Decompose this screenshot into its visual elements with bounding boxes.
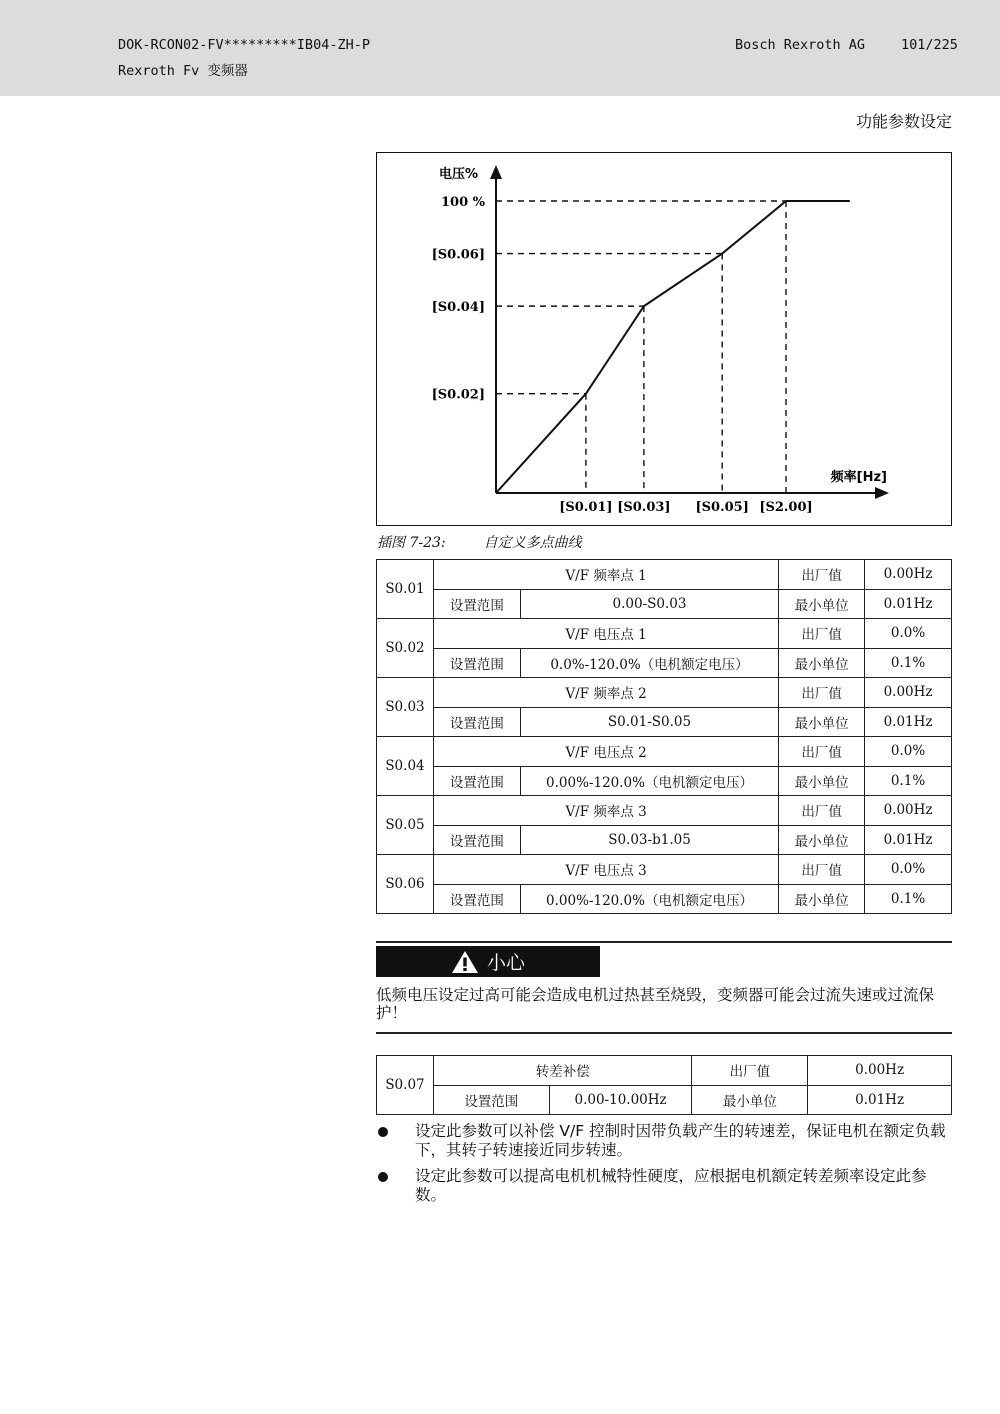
range-label: 设置范围 xyxy=(433,766,520,796)
table-row xyxy=(377,707,952,737)
warning-icon xyxy=(451,950,479,974)
range-value: S0.01-S0.05 xyxy=(520,707,779,737)
caution-bottom-rule xyxy=(376,1032,952,1034)
range-label: 设置范围 xyxy=(433,707,520,737)
table-row xyxy=(377,884,952,914)
table-row xyxy=(377,737,952,767)
param-name: V/F 电压点 3 xyxy=(433,855,778,885)
param-code: S0.07 xyxy=(377,1056,434,1115)
unit-value: 0.01Hz xyxy=(865,825,952,855)
page-header xyxy=(0,0,1000,96)
unit-value: 0.01Hz xyxy=(865,589,952,619)
unit-label: 最小单位 xyxy=(779,825,865,855)
table-row xyxy=(377,589,952,619)
table-row xyxy=(377,796,952,826)
default-label: 出厂值 xyxy=(692,1056,808,1086)
default-label: 出厂值 xyxy=(779,796,865,826)
table-row xyxy=(377,560,952,590)
param-name: V/F 电压点 1 xyxy=(433,619,778,649)
bullet-text: 设定此参数可以补偿 V/F 控制时因带负载产生的转速差，保证电机在额定负载下，其转子转速接近同步转速。 xyxy=(415,1122,946,1159)
y-tick-label: [S0.06] xyxy=(431,247,485,263)
vf-curve-figure xyxy=(376,152,952,526)
range-label: 设置范围 xyxy=(433,825,520,855)
y-axis-label: 电压% xyxy=(439,167,479,182)
default-value: 0.00Hz xyxy=(865,678,952,708)
table-row xyxy=(377,855,952,885)
bullet-dot xyxy=(378,1127,388,1137)
caption-text: 自定义多点曲线 xyxy=(483,535,582,551)
unit-label: 最小单位 xyxy=(779,707,865,737)
range-value: 0.00-S0.03 xyxy=(520,589,779,619)
table-row xyxy=(377,766,952,796)
range-label: 设置范围 xyxy=(433,648,520,678)
page-number: 101/225 xyxy=(901,37,958,53)
unit-label: 最小单位 xyxy=(779,648,865,678)
unit-label: 最小单位 xyxy=(779,884,865,914)
bullet-dot xyxy=(378,1172,388,1182)
company-name: Bosch Rexroth AG xyxy=(735,37,866,53)
default-value: 0.00Hz xyxy=(808,1056,952,1086)
default-label: 出厂值 xyxy=(779,855,865,885)
doc-subtitle: Rexroth Fv 变频器 xyxy=(118,63,248,79)
vf-curve-line xyxy=(496,201,850,493)
table-row xyxy=(377,619,952,649)
param-name: V/F 频率点 1 xyxy=(433,560,778,590)
x-tick-label: [S0.03] xyxy=(617,500,671,515)
range-value: S0.03-b1.05 xyxy=(520,825,779,855)
table-row xyxy=(377,648,952,678)
y-tick-label: [S0.02] xyxy=(431,387,485,403)
range-label: 设置范围 xyxy=(433,1085,549,1115)
default-value: 0.00Hz xyxy=(865,560,952,590)
param-name: V/F 频率点 3 xyxy=(433,796,778,826)
param-code: S0.06 xyxy=(377,855,434,914)
caution-label-text: 小心 xyxy=(486,952,525,974)
table-row xyxy=(377,825,952,855)
param-code: S0.02 xyxy=(377,619,434,678)
default-value: 0.00Hz xyxy=(865,796,952,826)
param-code: S0.03 xyxy=(377,678,434,737)
section-title: 功能参数设定 xyxy=(855,112,952,131)
x-axis-label: 频率[Hz] xyxy=(830,470,887,485)
param-name: V/F 频率点 2 xyxy=(433,678,778,708)
doc-code: DOK-RCON02-FV*********IB04-ZH-P xyxy=(118,37,370,53)
bullet-item xyxy=(376,1122,954,1159)
slip-compensation-table xyxy=(376,1055,952,1115)
range-label: 设置范围 xyxy=(433,884,520,914)
param-code: S0.05 xyxy=(377,796,434,855)
unit-label: 最小单位 xyxy=(779,766,865,796)
range-value: 0.00-10.00Hz xyxy=(549,1085,692,1115)
x-tick-label: [S2.00] xyxy=(759,500,813,515)
range-label: 设置范围 xyxy=(433,589,520,619)
range-value: 0.00%-120.0%（电机额定电压） xyxy=(520,884,779,914)
y-tick-label: [S0.04] xyxy=(431,300,485,316)
caption-number: 插图 7-23: xyxy=(377,535,446,551)
unit-value: 0.1% xyxy=(865,648,952,678)
default-label: 出厂值 xyxy=(779,737,865,767)
caution-label xyxy=(376,946,600,977)
vf-curve-chart xyxy=(377,153,951,525)
range-value: 0.00%-120.0%（电机额定电压） xyxy=(520,766,779,796)
caution-top-rule xyxy=(376,941,952,943)
param-name: 转差补偿 xyxy=(433,1056,692,1086)
table-row xyxy=(377,1056,952,1086)
unit-value: 0.1% xyxy=(865,884,952,914)
bullet-text: 设定此参数可以提高电机机械特性硬度，应根据电机额定转差频率设定此参数。 xyxy=(415,1167,927,1204)
table-row xyxy=(377,1085,952,1115)
caution-text: 低频电压设定过高可能会造成电机过热甚至烧毁，变频器可能会过流失速或过流保护！ xyxy=(376,986,935,1022)
param-code: S0.04 xyxy=(377,737,434,796)
param-name: V/F 电压点 2 xyxy=(433,737,778,767)
default-value: 0.0% xyxy=(865,855,952,885)
y-axis-arrow xyxy=(490,165,502,179)
unit-value: 0.01Hz xyxy=(808,1085,952,1115)
default-value: 0.0% xyxy=(865,619,952,649)
vf-parameter-table xyxy=(376,559,952,914)
default-label: 出厂值 xyxy=(779,560,865,590)
x-tick-label: [S0.01] xyxy=(559,500,613,515)
unit-label: 最小单位 xyxy=(692,1085,808,1115)
default-label: 出厂值 xyxy=(779,619,865,649)
unit-value: 0.1% xyxy=(865,766,952,796)
default-label: 出厂值 xyxy=(779,678,865,708)
x-axis-arrow xyxy=(875,487,889,499)
param-code: S0.01 xyxy=(377,560,434,619)
figure-caption xyxy=(377,532,582,552)
unit-value: 0.01Hz xyxy=(865,707,952,737)
default-value: 0.0% xyxy=(865,737,952,767)
range-value: 0.0%-120.0%（电机额定电压） xyxy=(520,648,779,678)
x-tick-label: [S0.05] xyxy=(695,500,749,515)
unit-label: 最小单位 xyxy=(779,589,865,619)
y-tick-label: 100 % xyxy=(440,195,485,210)
table-row xyxy=(377,678,952,708)
bullet-item xyxy=(376,1167,954,1204)
